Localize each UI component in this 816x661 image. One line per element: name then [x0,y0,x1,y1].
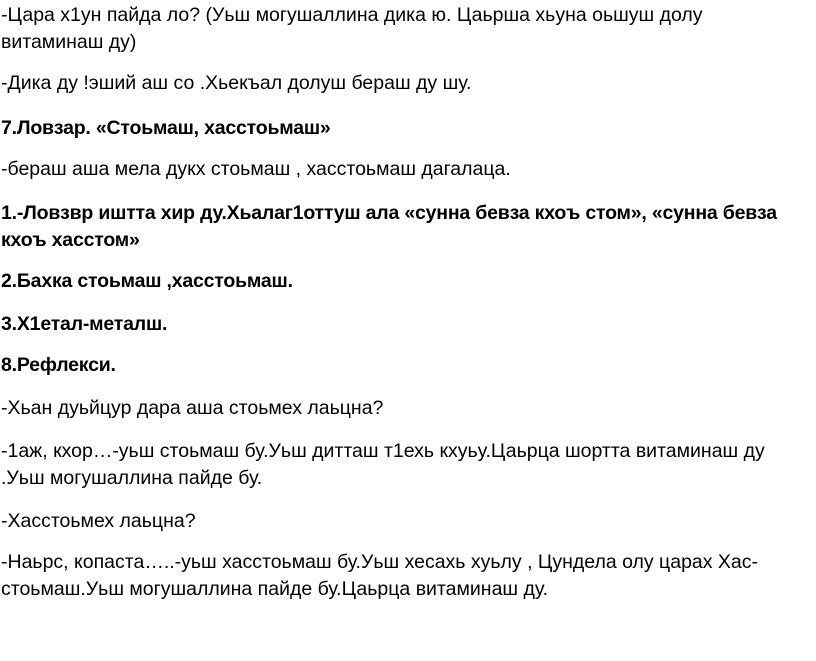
question-fruits: -Хьан дуьйцур дара аша стоьмех лаьцна? [1,397,384,419]
paragraph-instruction: -бераш аша мела дукх стоьмаш , хасстоьмаш дагалаца. [1,158,511,180]
answer-fruits-line-2: .Уьш могушаллина пайде бу. [1,467,263,489]
section-heading-game: 7.Ловзар. «Стоьмаш, хасстоьмаш» [1,117,331,139]
answer-fruits-line-1: -1аж, кхор…-уьш стоьмаш бу.Уьш дитташ т1ехь кхуьу.Цаьрца шортта витаминаш ду [1,440,765,462]
answer-vegetables-line-1: -Наьрс, копаста…..-уьш хасстоьмаш бу.Уьш хесахь хуьлу , Цундела олу царах Хас- [1,551,759,573]
paragraph-1-line-1: -Цара х1ун пайда ло? (Уьш могушаллина дика ю. Цаьрша хьуна оьшуш долу [1,4,703,26]
question-vegetables: -Хасстоьмех лаьцна? [1,510,196,532]
game-item-1-line-1: 1.-Ловзвр иштта хир ду.Хьалаг1оттуш ала «сунна бевза кхоъ стом», «сунна бевза [1,202,777,224]
game-item-3: 3.Х1етал-металш. [1,313,168,335]
answer-vegetables-line-2: стоьмаш.Уьш могушаллина пайде бу.Цаьрца витаминаш ду. [1,578,549,600]
game-item-1-line-2: кхоъ хасстом» [1,229,140,251]
section-heading-reflection: 8.Рефлекси. [1,354,116,376]
paragraph-1-line-2: витаминаш ду) [1,31,137,53]
game-item-2: 2.Бахка стоьмаш ,хасстоьмаш. [1,270,293,292]
paragraph-2: -Дика ду !эший аш со .Хьекъал долуш бераш ду шу. [1,72,472,94]
